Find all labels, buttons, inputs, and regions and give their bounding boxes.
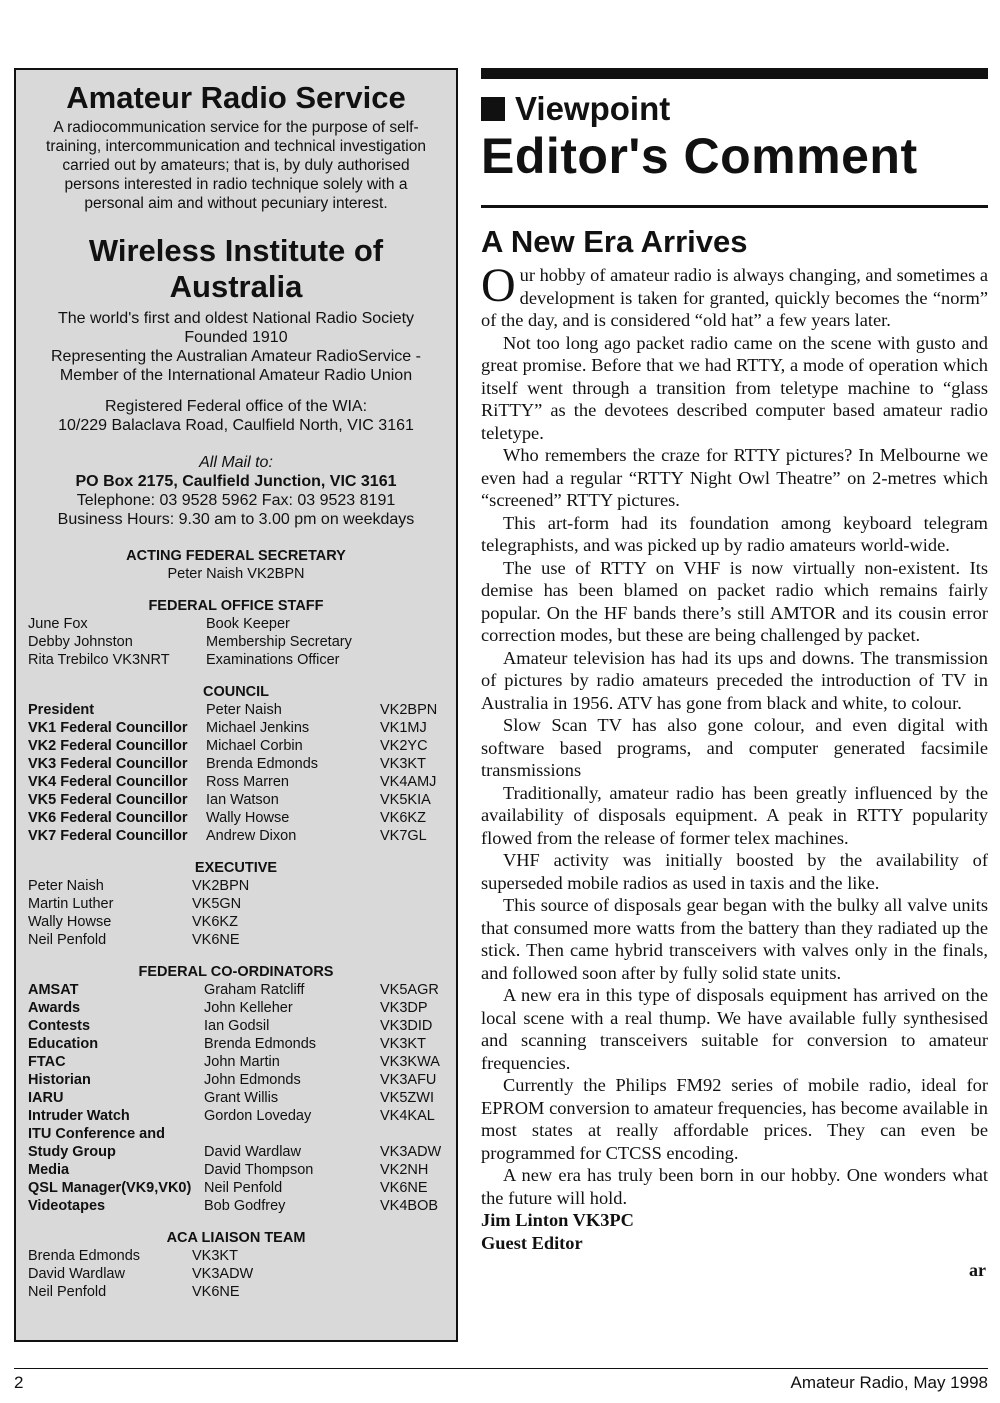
- aca-name: Neil Penfold: [28, 1284, 107, 1300]
- aca-name: David Wardlaw: [28, 1266, 125, 1282]
- paragraph: Traditionally, amateur radio has been greatly influenced by the availability of disposals equipment. A peak in RTTY popularity flowed from the release of former telex machines.: [481, 782, 988, 848]
- council-name: Wally Howse: [206, 810, 290, 826]
- coordinator-role: IARU: [28, 1090, 64, 1106]
- table-row: [28, 1071, 444, 1089]
- council-callsign: VK6KZ: [380, 810, 426, 826]
- council-position: VK4 Federal Councillor: [28, 774, 188, 790]
- paragraph: This source of disposals gear began with the bulky all valve units that consumed more watts from the battery than they radiated up the stick. Then came hybrid transceivers with valves only in the finals, and followed soon after by fully solid state units.: [481, 895, 988, 983]
- council-name: Peter Naish: [206, 702, 282, 718]
- table-row: [28, 773, 444, 791]
- coordinator-callsign: VK2NH: [380, 1162, 429, 1178]
- executive-name: Wally Howse: [28, 914, 112, 930]
- coordinator-name: David Wardlaw: [204, 1144, 301, 1160]
- council-callsign: VK4AMJ: [380, 774, 437, 790]
- table-row: [28, 755, 444, 773]
- coordinator-role: FTAC: [28, 1054, 66, 1070]
- paragraph: A new era in this type of disposals equipment has arrived on the local scene with a real thump. We have available fully synthesised and scanning transceivers suitable for conversion to amateur frequencies.: [481, 985, 988, 1073]
- article-title: A New Era Arrives: [481, 224, 748, 259]
- table-row: [28, 931, 444, 949]
- coordinator-callsign: VK3AFU: [380, 1072, 437, 1088]
- council-name: Ross Marren: [206, 774, 289, 790]
- table-row: [28, 1035, 444, 1053]
- council-position: VK2 Federal Councillor: [28, 738, 188, 754]
- coordinator-callsign: VK5AGR: [380, 982, 439, 998]
- council-table: [28, 701, 444, 845]
- coordinators-heading: FEDERAL CO-ORDINATORS: [138, 964, 334, 980]
- staff-heading: FEDERAL OFFICE STAFF: [148, 598, 324, 614]
- table-row: [28, 1017, 444, 1035]
- staff-table: [28, 615, 444, 669]
- council-position: VK6 Federal Councillor: [28, 810, 188, 826]
- paragraph: Slow Scan TV has also gone colour, and even digital with software based programs, and computer generated facsimile transmissions: [481, 715, 988, 780]
- table-row: [28, 1197, 444, 1215]
- coordinator-callsign: VK5ZWI: [380, 1090, 434, 1106]
- coordinator-role: Videotapes: [28, 1198, 106, 1214]
- wia-title-line-1: Wireless Institute of: [88, 233, 384, 268]
- executive-name: Peter Naish: [28, 878, 104, 894]
- coordinator-callsign: VK3KWA: [380, 1054, 440, 1070]
- table-row: [28, 877, 444, 895]
- paragraph: Who remembers the craze for RTTY pictures? In Melbourne we even had a regular “RTTY Night Owl Theatre” on 2-metres which “screened” RTTY pictures.: [481, 445, 988, 510]
- table-row: [28, 999, 444, 1017]
- council-callsign: VK7GL: [380, 828, 427, 844]
- executive-callsign: VK6NE: [192, 932, 240, 948]
- council-position: VK1 Federal Councillor: [28, 720, 188, 736]
- end-mark: ar: [969, 1260, 986, 1280]
- wia-info-box: [14, 68, 458, 1342]
- council-callsign: VK1MJ: [380, 720, 427, 736]
- coordinator-callsign: VK4KAL: [380, 1108, 435, 1124]
- page-number: 2: [14, 1373, 24, 1392]
- coordinator-role: Contests: [28, 1018, 91, 1034]
- council-heading: COUNCIL: [202, 684, 270, 700]
- paragraph: [481, 259, 988, 332]
- coordinator-callsign: VK3DP: [380, 1000, 428, 1016]
- paragraph: VHF activity was initially boosted by the availability of superseded mobile radios as used in taxis and the like.: [481, 850, 988, 893]
- executive-callsign: VK6KZ: [192, 914, 238, 930]
- council-position: VK3 Federal Councillor: [28, 756, 188, 772]
- phone-fax: Telephone: 03 9528 5962 Fax: 03 9523 8191: [76, 492, 396, 509]
- table-row: [28, 651, 444, 669]
- drop-cap: O: [481, 259, 516, 312]
- staff-name: Rita Trebilco VK3NRT: [28, 652, 170, 668]
- coordinator-callsign: VK3DID: [380, 1018, 433, 1034]
- council-position: VK7 Federal Councillor: [28, 828, 188, 844]
- aca-callsign: VK6NE: [192, 1284, 240, 1300]
- paragraph: A new era has truly been born in our hobby. One wonders what the future will hold.: [481, 1165, 988, 1208]
- table-row: [28, 615, 444, 633]
- tagline-1: The world's first and oldest National Radio Society: [57, 310, 415, 327]
- paragraph: The use of RTTY on VHF is now virtually non-existent. Its demise has been blamed on packet radio which remains fairly popular. On the HF bands there’s still AMTOR and its cousin error correction modes, but these are being challenged by packet.: [481, 557, 988, 645]
- table-row: [28, 1247, 444, 1265]
- wia-title-line-2: Australia: [169, 269, 303, 304]
- table-row: [28, 737, 444, 755]
- coordinator-callsign: VK3KT: [380, 1036, 426, 1052]
- mail-label: All Mail to:: [199, 454, 273, 471]
- end-mark-row: [481, 1254, 988, 1284]
- paragraph-text: ur hobby of amateur radio is always changing, and sometimes a development is taken for granted, quickly becomes the “norm” of the day, and is considered “old hat” a few years later.: [481, 265, 988, 330]
- coordinator-name: Ian Godsil: [204, 1018, 270, 1034]
- title-rule: [481, 205, 988, 208]
- table-row: [28, 1107, 444, 1125]
- coordinator-role: Study Group: [28, 1144, 116, 1160]
- coordinator-name: David Thompson: [204, 1162, 314, 1178]
- council-callsign: VK2YC: [380, 738, 428, 754]
- coordinator-name: Bob Godfrey: [204, 1198, 286, 1214]
- mail-address: PO Box 2175, Caulfield Junction, VIC 3161: [75, 473, 397, 490]
- aca-callsign: VK3ADW: [192, 1266, 254, 1282]
- ars-definition: A radiocommunication service for the purpose of self-training, intercommunication and technical investigation carried out by amateurs; that is, by duly authorised persons interested in radio technique solely with a personal aim and without pecuniary interest.: [46, 119, 426, 212]
- square-bullet-icon: [481, 97, 505, 121]
- table-row: [28, 1089, 444, 1107]
- tagline-3: Representing the Australian Amateur RadioService -: [51, 348, 421, 365]
- footer-rule: [14, 1368, 988, 1369]
- staff-role: Examinations Officer: [206, 652, 340, 668]
- aca-name: Brenda Edmonds: [28, 1248, 141, 1264]
- signature-name: Jim Linton VK3PC: [481, 1210, 634, 1230]
- council-name: Michael Corbin: [206, 738, 303, 754]
- council-name: Ian Watson: [206, 792, 279, 808]
- coordinator-name: [204, 1125, 380, 1143]
- executive-heading: EXECUTIVE: [194, 860, 278, 876]
- secretary-heading: ACTING FEDERAL SECRETARY: [126, 548, 346, 564]
- coordinator-name: John Martin: [204, 1054, 280, 1070]
- table-row: [28, 1161, 444, 1179]
- coordinator-role: Education: [28, 1036, 99, 1052]
- table-row: [28, 981, 444, 999]
- editorial-column: [481, 68, 988, 1284]
- coordinator-name: Grant Willis: [204, 1090, 279, 1106]
- office-address: 10/229 Balaclava Road, Caulfield North, VIC 3161: [58, 417, 414, 434]
- executive-callsign: VK5GN: [192, 896, 242, 912]
- coordinators-table: [28, 981, 444, 1215]
- coordinator-role: QSL Manager(VK9,VK0): [28, 1180, 192, 1196]
- table-row: [28, 809, 444, 827]
- secretary-name: Peter Naish VK2BPN: [167, 566, 305, 582]
- coordinator-name: Gordon Loveday: [204, 1108, 312, 1124]
- council-position: VK5 Federal Councillor: [28, 792, 188, 808]
- paragraph: This art-form had its foundation among keyboard telegram telegraphists, and was picked up by radio amateurs world-wide.: [481, 512, 988, 555]
- table-row: [28, 633, 444, 651]
- coordinator-role: Awards: [28, 1000, 81, 1016]
- coordinator-role: Media: [28, 1162, 70, 1178]
- coordinator-name: Neil Penfold: [204, 1180, 283, 1196]
- table-row: [28, 791, 444, 809]
- tagline-2: Founded 1910: [184, 329, 288, 346]
- aca-table: [28, 1247, 444, 1301]
- section-label-text: Viewpoint: [515, 90, 671, 127]
- executive-table: [28, 877, 444, 949]
- council-position: President: [28, 702, 95, 718]
- staff-name: June Fox: [28, 616, 88, 632]
- executive-name: Neil Penfold: [28, 932, 107, 948]
- section-label: [481, 89, 988, 129]
- office-label: Registered Federal office of the WIA:: [104, 398, 368, 415]
- page-title: Editor's Comment: [481, 128, 918, 184]
- table-row: [28, 1125, 444, 1143]
- aca-heading: ACA LIAISON TEAM: [166, 1230, 306, 1246]
- coordinator-role: Intruder Watch: [28, 1108, 130, 1124]
- table-row: [28, 1143, 444, 1161]
- table-row: [28, 1179, 444, 1197]
- table-row: [28, 1283, 444, 1301]
- council-name: Michael Jenkins: [206, 720, 310, 736]
- signature-title: Guest Editor: [481, 1232, 583, 1253]
- council-name: Andrew Dixon: [206, 828, 297, 844]
- council-name: Brenda Edmonds: [206, 756, 319, 772]
- article-body: [481, 259, 988, 1209]
- staff-role: Membership Secretary: [206, 634, 352, 650]
- table-row: [28, 1053, 444, 1071]
- staff-name: Debby Johnston: [28, 634, 133, 650]
- coordinator-name: Graham Ratcliff: [204, 982, 305, 998]
- coordinator-role: ITU Conference and: [28, 1126, 165, 1142]
- staff-role: Book Keeper: [206, 616, 290, 632]
- coordinator-role: AMSAT: [28, 982, 79, 998]
- coordinator-name: John Kelleher: [204, 1000, 293, 1016]
- council-callsign: VK2BPN: [380, 702, 438, 718]
- executive-callsign: VK2BPN: [192, 878, 250, 894]
- coordinator-callsign: VK4BOB: [380, 1198, 439, 1214]
- coordinator-callsign: [380, 1125, 444, 1143]
- table-row: [28, 827, 444, 845]
- council-callsign: VK3KT: [380, 756, 426, 772]
- tagline-4: Member of the International Amateur Radio Union: [59, 367, 413, 384]
- coordinator-callsign: VK3ADW: [380, 1144, 442, 1160]
- paragraph: Amateur television has had its ups and downs. The transmission of pictures by radio amateurs preceded the introduction of TV in Australia in 1956. ATV has gone from black and white, to colour.: [481, 647, 988, 713]
- executive-name: Martin Luther: [28, 896, 114, 912]
- table-row: [28, 701, 444, 719]
- table-row: [28, 895, 444, 913]
- business-hours: Business Hours: 9.30 am to 3.00 pm on weekdays: [57, 511, 415, 528]
- top-rule: [481, 68, 988, 79]
- coordinator-callsign: VK6NE: [380, 1180, 428, 1196]
- aca-callsign: VK3KT: [192, 1248, 238, 1264]
- coordinator-role: Historian: [28, 1072, 91, 1088]
- table-row: [28, 1265, 444, 1283]
- coordinator-name: John Edmonds: [204, 1072, 301, 1088]
- ars-title: Amateur Radio Service: [66, 80, 406, 115]
- council-callsign: VK5KIA: [380, 792, 431, 808]
- paragraph: Not too long ago packet radio came on the scene with gusto and great promise. Before that we had RTTY, a mode of operation which itself went through a transition from teletype machine to “glass RiTTY” as the devotees described computer based amateur radio teletype.: [481, 332, 988, 443]
- coordinator-name: Brenda Edmonds: [204, 1036, 317, 1052]
- table-row: [28, 719, 444, 737]
- paragraph: Currently the Philips FM92 series of mobile radio, ideal for EPROM conversion to amateur frequencies, has become available in most states at really affordable prices. They can even be programmed for CTCSS encoding.: [481, 1075, 988, 1163]
- issue-label: Amateur Radio, May 1998: [790, 1373, 988, 1392]
- table-row: [28, 913, 444, 931]
